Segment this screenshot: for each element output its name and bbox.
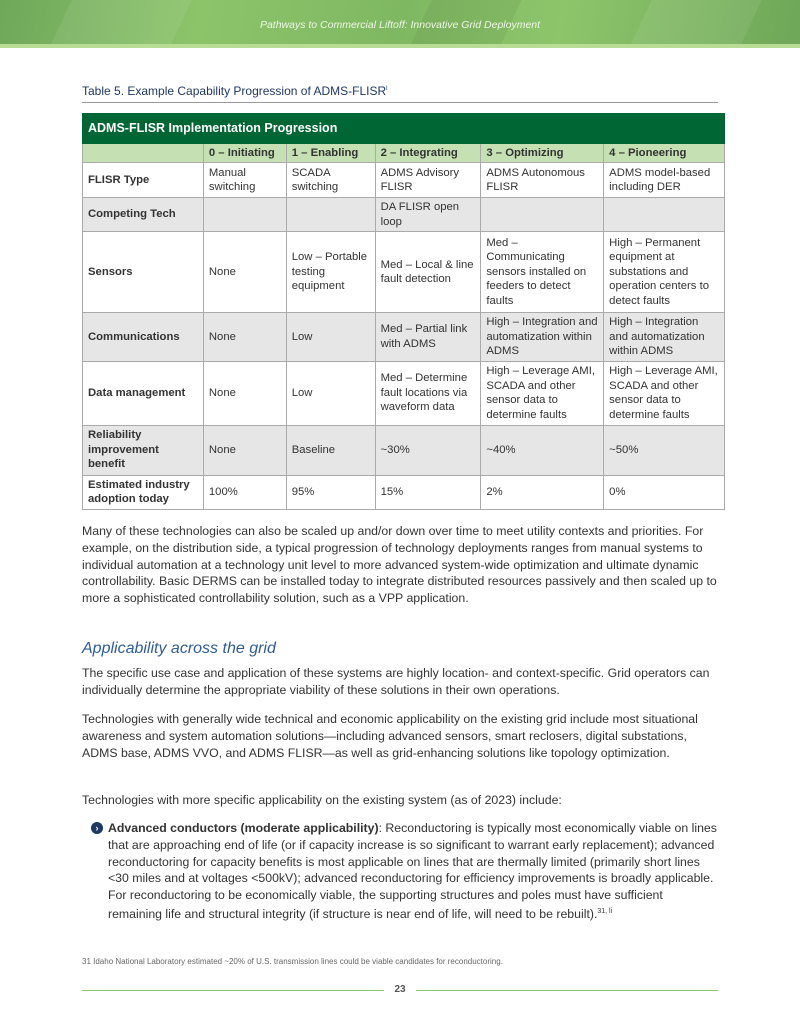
table-cell: 2% [481, 475, 604, 509]
table-cell: 100% [203, 475, 286, 509]
table-cell: Med – Determine fault locations via waveform data [375, 361, 481, 425]
table-cell: 0% [604, 475, 725, 509]
table-cell: ~30% [375, 425, 481, 475]
footer-rule-left [82, 990, 384, 991]
row-label: Sensors [83, 232, 204, 313]
table-cell: High – Integration and automatization within ADMS [604, 313, 725, 362]
table-cell: Med – Partial link with ADMS [375, 313, 481, 362]
paragraph: Technologies with more specific applicability on the existing system (as of 2023) include: [82, 793, 562, 807]
column-header: 1 – Enabling [286, 144, 375, 163]
table-row [83, 232, 725, 313]
bullet-title: Advanced conductors (moderate applicability) [108, 821, 379, 835]
table-cell: ADMS Advisory FLISR [375, 163, 481, 198]
bullet-ref: 31, li [597, 907, 613, 915]
row-label: Data management [83, 361, 204, 425]
table-cell: DA FLISR open loop [375, 198, 481, 232]
row-label: Estimated industry adoption today [83, 475, 204, 509]
row-label: Reliability improvement benefit [83, 425, 204, 475]
chevron-right-icon: › [91, 822, 103, 834]
page-number: 23 [394, 984, 406, 995]
row-label: Communications [83, 313, 204, 362]
section-heading: Applicability across the grid [82, 640, 276, 657]
table-row [83, 425, 725, 475]
table-cell: High – Leverage AMI, SCADA and other sensor data to determine faults [604, 361, 725, 425]
table-cell [286, 198, 375, 232]
table-caption [82, 84, 718, 103]
bullet-text: : Reconductoring is typically most economically viable on lines that are approaching end of life (or if capacity increase is so significant to warrant early replacement); advanced reconductoring for capacity benefits is most applicable on lines that are thermally limited (primarily short lines <30 miles and at voltages <500kV); advanced reconductoring for efficiency improvements is broadly applicable. For reconductoring to be economically viable, the supporting structures and poles must have sufficient remaining life and structural integrity (if structure is near end of life, will need to be rebuilt). [108, 821, 717, 922]
table-cell: High – Permanent equipment at substations and operation centers to detect faults [604, 232, 725, 313]
column-header: 2 – Integrating [375, 144, 481, 163]
row-label: Competing Tech [83, 198, 204, 232]
footnote: 31 Idaho National Laboratory estimated ~20% of U.S. transmission lines could be viable candidates for reconductoring. [82, 957, 503, 966]
capability-table [82, 113, 725, 510]
table-cell: None [203, 313, 286, 362]
table-cell: Baseline [286, 425, 375, 475]
row-label: FLISR Type [83, 163, 204, 198]
paragraph: Technologies with generally wide technical and economic applicability on the existing grid include most situational awareness and system automation solutions—including advanced sensors, smart reclosers, digital substations, ADMS base, ADMS VVO, and ADMS FLISR—as well as grid-enhancing solutions like topology optimization. [82, 712, 698, 760]
paragraph: The specific use case and application of these systems are highly location- and context-specific. Grid operators can individually determine the appropriate viability of these solutions in their own operations. [82, 666, 710, 697]
footer-rule-right [416, 990, 718, 991]
paragraph: Many of these technologies can also be scaled up and/or down over time to meet utility contexts and priorities. For example, on the distribution side, a typical progression of technology deployments ranges from manual systems to individual automation at a technology unit level to more advanced system-wide optimization and ultimate dynamic controllability. Basic DERMS can be installed today to integrate distributed resources passively and then scaled up to more a sophisticated controllability solution, such as a VPP application. [82, 524, 717, 606]
table-cell: High – Integration and automatization within ADMS [481, 313, 604, 362]
table-cell: 15% [375, 475, 481, 509]
table-cell [604, 198, 725, 232]
column-header: 0 – Initiating [203, 144, 286, 163]
table-row [83, 163, 725, 198]
table-cell: None [203, 232, 286, 313]
table-cell: None [203, 361, 286, 425]
column-header [83, 144, 204, 163]
table-cell: SCADA switching [286, 163, 375, 198]
table-cell [481, 198, 604, 232]
table-cell: ADMS Autonomous FLISR [481, 163, 604, 198]
column-header: 4 – Pioneering [604, 144, 725, 163]
table-row [83, 313, 725, 362]
table-cell: 95% [286, 475, 375, 509]
caption-text: Table 5. Example Capability Progression of ADMS-FLISR [82, 84, 387, 98]
table-cell: ~40% [481, 425, 604, 475]
table-cell: ADMS model-based including DER [604, 163, 725, 198]
table-cell: ~50% [604, 425, 725, 475]
table-title: ADMS-FLISR Implementation Progression [83, 114, 725, 144]
table-cell: Med – Local & line fault detection [375, 232, 481, 313]
table-row [83, 475, 725, 509]
table-cell: High – Leverage AMI, SCADA and other sensor data to determine faults [481, 361, 604, 425]
table-cell [203, 198, 286, 232]
table-row [83, 198, 725, 232]
column-header: 3 – Optimizing [481, 144, 604, 163]
document-title: Pathways to Commercial Liftoff: Innovative Grid Deployment [259, 19, 541, 31]
table-row [83, 361, 725, 425]
header-banner [0, 0, 800, 48]
table-cell: Low [286, 361, 375, 425]
bullet-item [95, 820, 720, 923]
table-cell: Low – Portable testing equipment [286, 232, 375, 313]
caption-ref: l [386, 86, 388, 92]
table-cell: Manual switching [203, 163, 286, 198]
table-cell: Low [286, 313, 375, 362]
table-cell: None [203, 425, 286, 475]
table-cell: Med – Communicating sensors installed on feeders to detect faults [481, 232, 604, 313]
